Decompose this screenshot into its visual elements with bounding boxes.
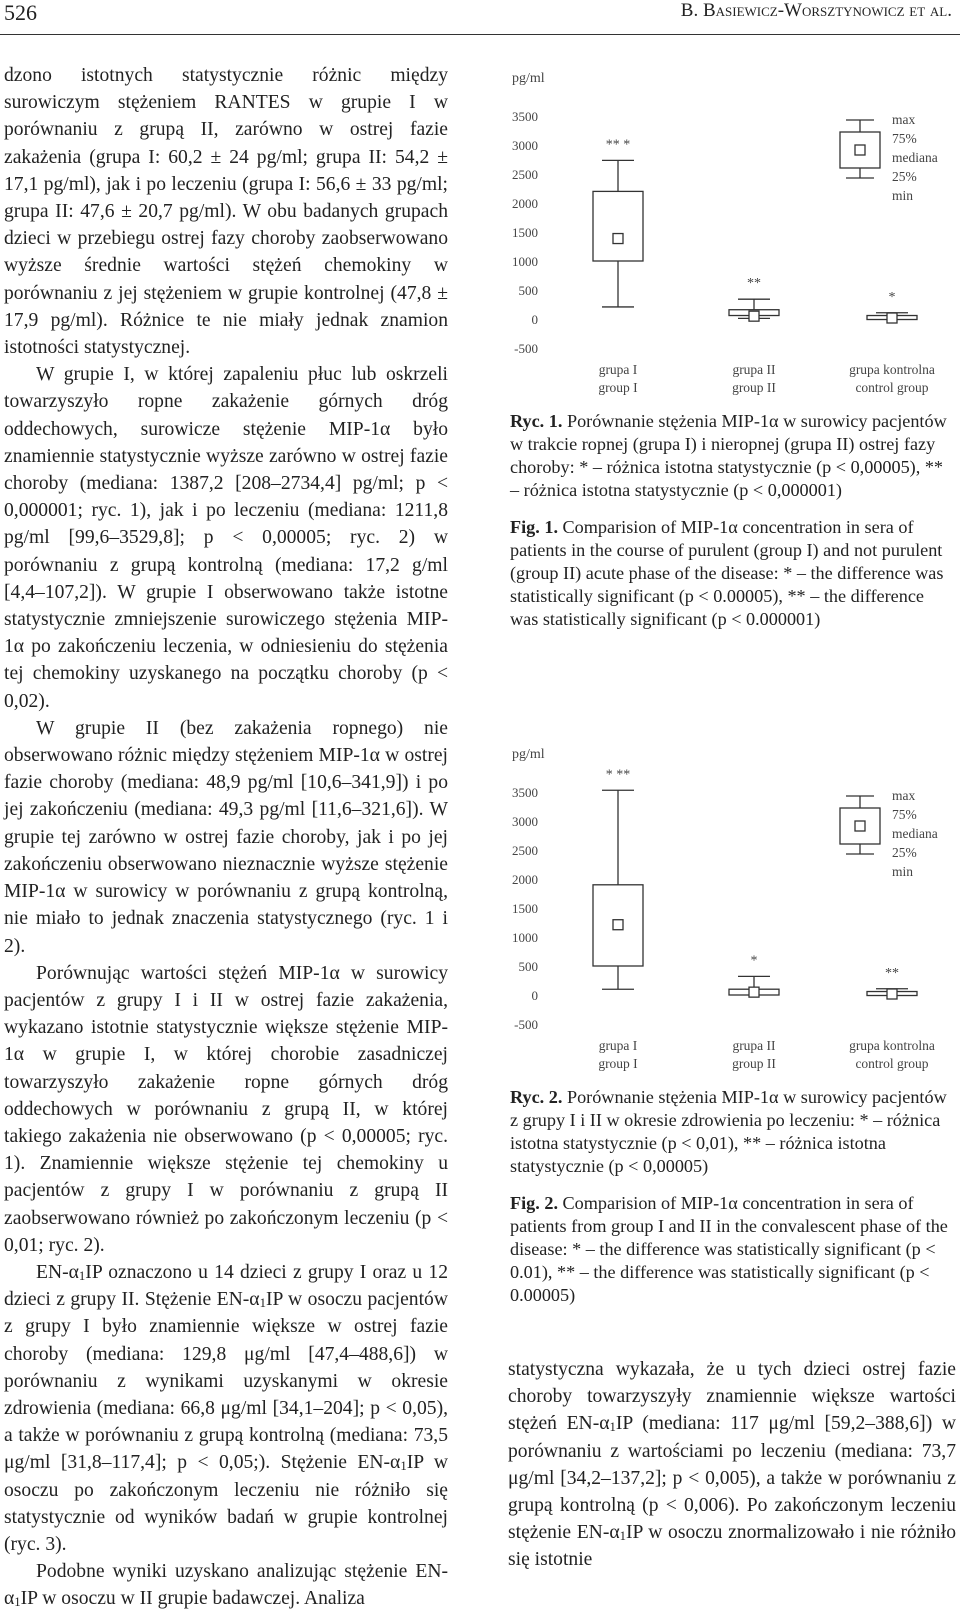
group-label-pl: grupa I [598,1038,638,1053]
y-tick-label: 3000 [512,138,538,153]
caption-en: Fig. 2. Comparision of MIP-1α concentration in sera of patients from group I and II in the convalescent phase of the disease: * – the difference was statistically significant (p < 0.01), ** – the difference was statistically significant (p < 0.00005) [510,1193,948,1305]
legend-label: max [892,788,916,803]
significance-marker: ** [747,276,761,292]
y-tick-label: 1500 [512,901,538,916]
y-tick-label: 2000 [512,196,538,211]
figure-1-svg [500,62,960,402]
right-column [508,1356,956,1574]
y-tick-label: 1000 [512,254,538,269]
y-tick-label: 2500 [512,843,538,858]
iqr-box [593,191,643,261]
median-marker [749,987,759,997]
group-label-en: group I [598,380,638,395]
paragraph: W grupie I, w której zapaleniu płuc lub oskrzeli towarzyszyło ropne zakażenie górnych dróg oddechowych, surowicze stężenie MIP-1α było znamiennie statystycznie wyższe zarówno w ostrej fazie choroby (mediana: 1387,2 [208–2734,4] pg/ml; p < 0,000001; ryc. 1), jak i po leczeniu (mediana: 1211,8 pg/ml [99,6–3529,8]; p < 0,00005; ryc. 2) w porównaniu z grupą kontrolną (mediana: 17,2 g/ml [4,4–107,2]). W grupie I obserwowano także istotne statystycznie zmniejszenie surowiczego stężenia MIP-1α po zakończeniu leczenia, w odniesieniu do stężenia tej chemokiny uzyskanego na początku choroby (p < 0,02). [4,364,448,712]
y-tick-label: 1500 [512,225,538,240]
median-marker [613,234,623,244]
y-tick-label: 0 [531,312,538,327]
paragraph: W grupie II (bez zakażenia ropnego) nie obserwowano różnic między stężeniem MIP-1α w ostrej fazie choroby (mediana: 48,9 pg/ml [10,6–341,9]) i po jej zakończeniu (mediana: 49,3 pg/ml [11,6–321,6]). W grupie tej zarówno w ostrej fazie choroby, jak i po jej zakończeniu obserwowano nieznacznie wyższe stężenie MIP-1α w surowicy w porównaniu z grupą kontrolną, nie miało to jednak znaczenia statystycznego (ryc. 1 i 2). [4,717,448,957]
y-tick-label: -500 [514,1017,538,1032]
y-tick-label: 2500 [512,167,538,182]
y-tick-label: 1000 [512,930,538,945]
paragraph: Podobne wyniki uzyskano analizując stężenie $EN-\alpha_1IP$ w osoczu w II grupie badawczej. Analiza [4,1561,448,1610]
figure-2-svg [500,738,960,1078]
y-tick-label: 3000 [512,814,538,829]
caption-pl: Ryc. 2. Porównanie stężenia MIP-1α w surowicy pacjentów z grupy I i II w okresie zdrowienia po leczeniu: * – różnica istotna statystycznie (p < 0,01), ** – różnica istotna statystycznie (p < 0,00005) [510,1087,947,1176]
group-label-en: group I [598,1056,638,1071]
legend-label: mediana [892,826,938,841]
group-label-en: control group [855,380,929,395]
significance-marker: ** [885,965,899,981]
header-rule [0,34,960,35]
group-label-pl: grupa kontrolna [849,1038,935,1053]
y-tick-label: 500 [518,959,538,974]
legend-label: 75% [892,807,917,822]
legend-median-marker [855,821,865,831]
figure-2-caption [510,1086,950,1307]
legend-median-marker [855,145,865,155]
y-tick-label: 3500 [512,785,538,800]
page-number: 526 [4,0,37,25]
legend-label: 25% [892,169,917,184]
y-tick-label: -500 [514,341,538,356]
y-tick-label: 2000 [512,872,538,887]
y-tick-label: 3500 [512,109,538,124]
legend-label: mediana [892,150,938,165]
legend-label: min [892,864,914,879]
significance-marker: * [750,953,758,969]
group-label-pl: grupa II [732,362,776,377]
significance-marker: * ** [605,767,631,783]
median-marker [887,989,897,999]
group-label-en: control group [855,1056,929,1071]
caption-en: Fig. 1. Comparision of MIP-1α concentration in sera of patients in the course of purulent (group I) and not purulent (group II) acute phase of the disease: * – the difference was statistically significant (p < 0.00005), ** – the difference was statistically significant (p < 0.000001) [510,517,944,629]
group-label-pl: grupa I [598,362,638,377]
paragraph: statystyczna wykazała, że u tych dzieci ostrej fazie choroby towarzyszyły znamiennie większe wartości stężeń $EN-\alpha_1IP$ (mediana: 117 μg/ml [59,2–388,6]) w porównaniu z wartościami po leczeniu (mediana: 73,7 μg/ml [34,2–137,2]; p < 0,005), a także w porównaniu z grupą kontrolną (p < 0,006). Po zakończonym leczeniu stężenie $EN-\alpha_1IP$ w osoczu znormalizowało i nie różniło się istotnie [508,1359,957,1571]
legend-label: 25% [892,845,917,860]
y-tick-label: 0 [531,988,538,1003]
left-column [4,62,448,1613]
y-axis-unit: pg/ml [512,71,545,86]
figure-1-caption [510,410,950,631]
y-tick-label: 500 [518,283,538,298]
figure-2-boxplot [500,738,960,1078]
legend-label: max [892,112,916,127]
figure-1-boxplot [500,62,960,402]
running-header [0,0,960,30]
significance-marker: * [888,289,896,305]
group-label-pl: grupa II [732,1038,776,1053]
median-marker [613,920,623,930]
legend-label: min [892,188,914,203]
median-marker [887,313,897,323]
group-label-en: group II [732,1056,776,1071]
significance-marker: ** * [605,137,631,153]
legend-label: 75% [892,131,917,146]
paragraph: $EN-\alpha_1IP$ oznaczono u 14 dzieci z grupy I oraz u 12 dzieci z grupy II. Stężenie $EN-\alpha_1IP$ w osoczu pacjentów z grupy I było znamiennie większe w ostrej fazie choroby (mediana: 129,8 μg/ml [47,4–488,6]) w porównaniu z wynikami uzyskanymi w okresie zdrowienia (mediana: 66,8 μg/ml [34,1–204]; p < 0,05), a także w porównaniu z grupą kontrolną (mediana: 73,5 μg/ml [31,8–117,4]; p < 0,05;). Stężenie $EN-\alpha_1IP$ w osoczu po zakończonym leczeniu nie różniło się statystycznie od wyników badań w grupie kontrolnej (ryc. 3). [4,1261,448,1555]
group-label-en: group II [732,380,776,395]
paragraph: dzono istotnych statystycznie różnic między surowiczym stężeniem RANTES w grupie I w porównaniu z grupą II, zarówno w ostrej fazie zakażenia (grupa I: 60,2 ± 24 pg/ml; grupa II: 54,2 ± 17,1 pg/ml), jak i po leczeniu (grupa I: 56,6 ± 33 pg/ml; grupa II: 47,6 ± 20,7 pg/ml). W obu badanych grupach dzieci w przebiegu ostrej fazy choroby zaobserwowano wyższe średnie wartości stężeń chemokiny w porównaniu z jej stężeniem w grupie kontrolnej (47,8 ± 17,9 pg/ml). Różnice te nie miały jednak znamion istotności statystycznej. [4,65,448,359]
paragraph: Porównując wartości stężeń MIP-1α w surowicy pacjentów z grupy I i II w ostrej fazie zakażenia, wykazano istotnie statystycznie większe stężenie MIP-1α w grupie I, w której chorobie zasadniczej towarzyszyło zakażenie ropne górnych dróg oddechowych w porównaniu z grupą II, w której takiego zakażenia nie obserwowano (p < 0,00005; ryc. 1). Znamiennie większe stężenie tej chemokiny u pacjentów z grupy I w porównaniu z grupą II zaobserwowano również po zakończonym leczeniu (p < 0,01; ryc. 2). [4,962,448,1256]
y-axis-unit: pg/ml [512,747,545,762]
median-marker [749,311,759,321]
group-label-pl: grupa kontrolna [849,362,935,377]
running-authors: B. Basiewicz-Worsztynowicz et al. [680,0,952,21]
caption-pl: Ryc. 1. Porównanie stężenia MIP-1α w surowicy pacjentów w trakcie ropnej (grupa I) i nieropnej (grupa II) ostrej fazy choroby: * – różnica istotna statystycznie (p < 0,00005), ** – różnica istotna statystycznie (p < 0,000001) [510,411,947,500]
